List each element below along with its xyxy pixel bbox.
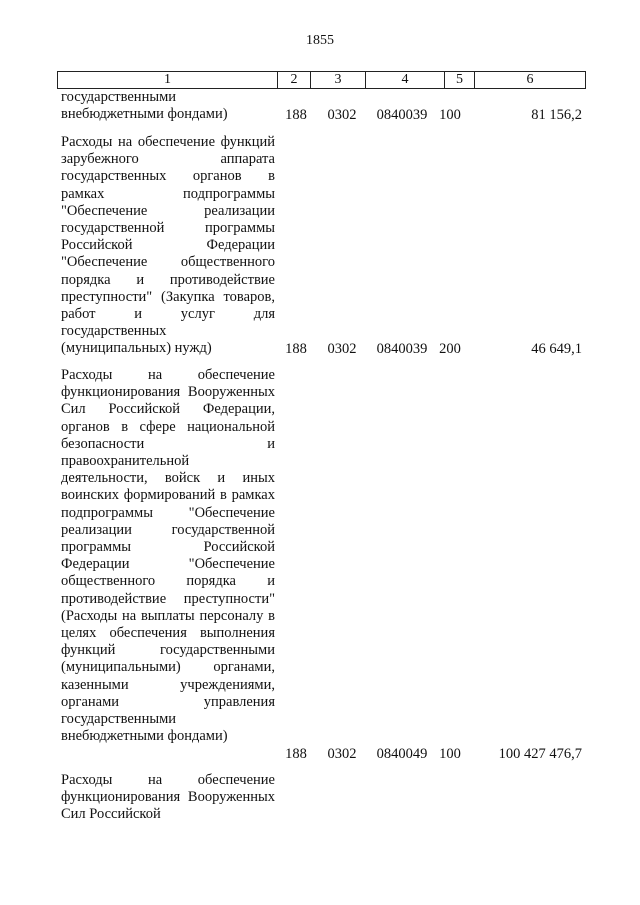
row-description: государственными внебюджетными фондами) [61,89,228,123]
row-section-code: 0302 [327,746,357,762]
row-ministry-code: 188 [285,107,307,123]
row-amount: 100 427 476,7 [498,746,582,762]
column-header-expense-type: 5 [445,72,475,89]
row-section-code: 0302 [327,341,357,357]
row-amount: 81 156,2 [531,107,582,123]
row-expense-type: 200 [439,341,461,357]
column-header-target: 4 [366,72,445,89]
column-header-ministry: 2 [278,72,311,89]
row-target-code: 0840039 [376,107,428,123]
row-description: Расходы на обеспечение функций зарубежного аппарата государственных органов в рамках подпрограммы "Обеспечение реализации государственной программы Российской Федерации "Обеспечение общественного порядка и противодействие преступности" (Закупка товаров, работ и услуг для государственных (муниципальных) нужд) [61,134,275,357]
page-number: 1855 [306,33,334,48]
column-header-amount: 6 [475,72,586,89]
row-section-code: 0302 [327,107,357,123]
column-header-description: 1 [58,72,278,89]
row-description: Расходы на обеспечение функционирования Вооруженных Сил Российской Федерации, органов в сфере национальной безопасности и правоохранительной деятельности, войск и иных воинских формирований в рамках подпрограммы "Обеспечение реализации государственной программы Российской Федерации "Обеспечение общественного порядка и противодействие преступности" (Расходы на выплаты персоналу в целях обеспечения выполнения функций государственными (муниципальными) органами, казенными учреждениями, органами управления государственными внебюджетными фондами) [61,367,275,745]
row-ministry-code: 188 [285,746,307,762]
row-expense-type: 100 [439,746,461,762]
row-ministry-code: 188 [285,341,307,357]
row-description: Расходы на обеспечение функционирования Вооруженных Сил Российской [61,772,275,823]
row-expense-type: 100 [439,107,461,123]
row-target-code: 0840049 [376,746,428,762]
row-target-code: 0840039 [376,341,428,357]
column-header-row [57,71,586,89]
column-header-section: 3 [311,72,366,89]
row-amount: 46 649,1 [531,341,582,357]
